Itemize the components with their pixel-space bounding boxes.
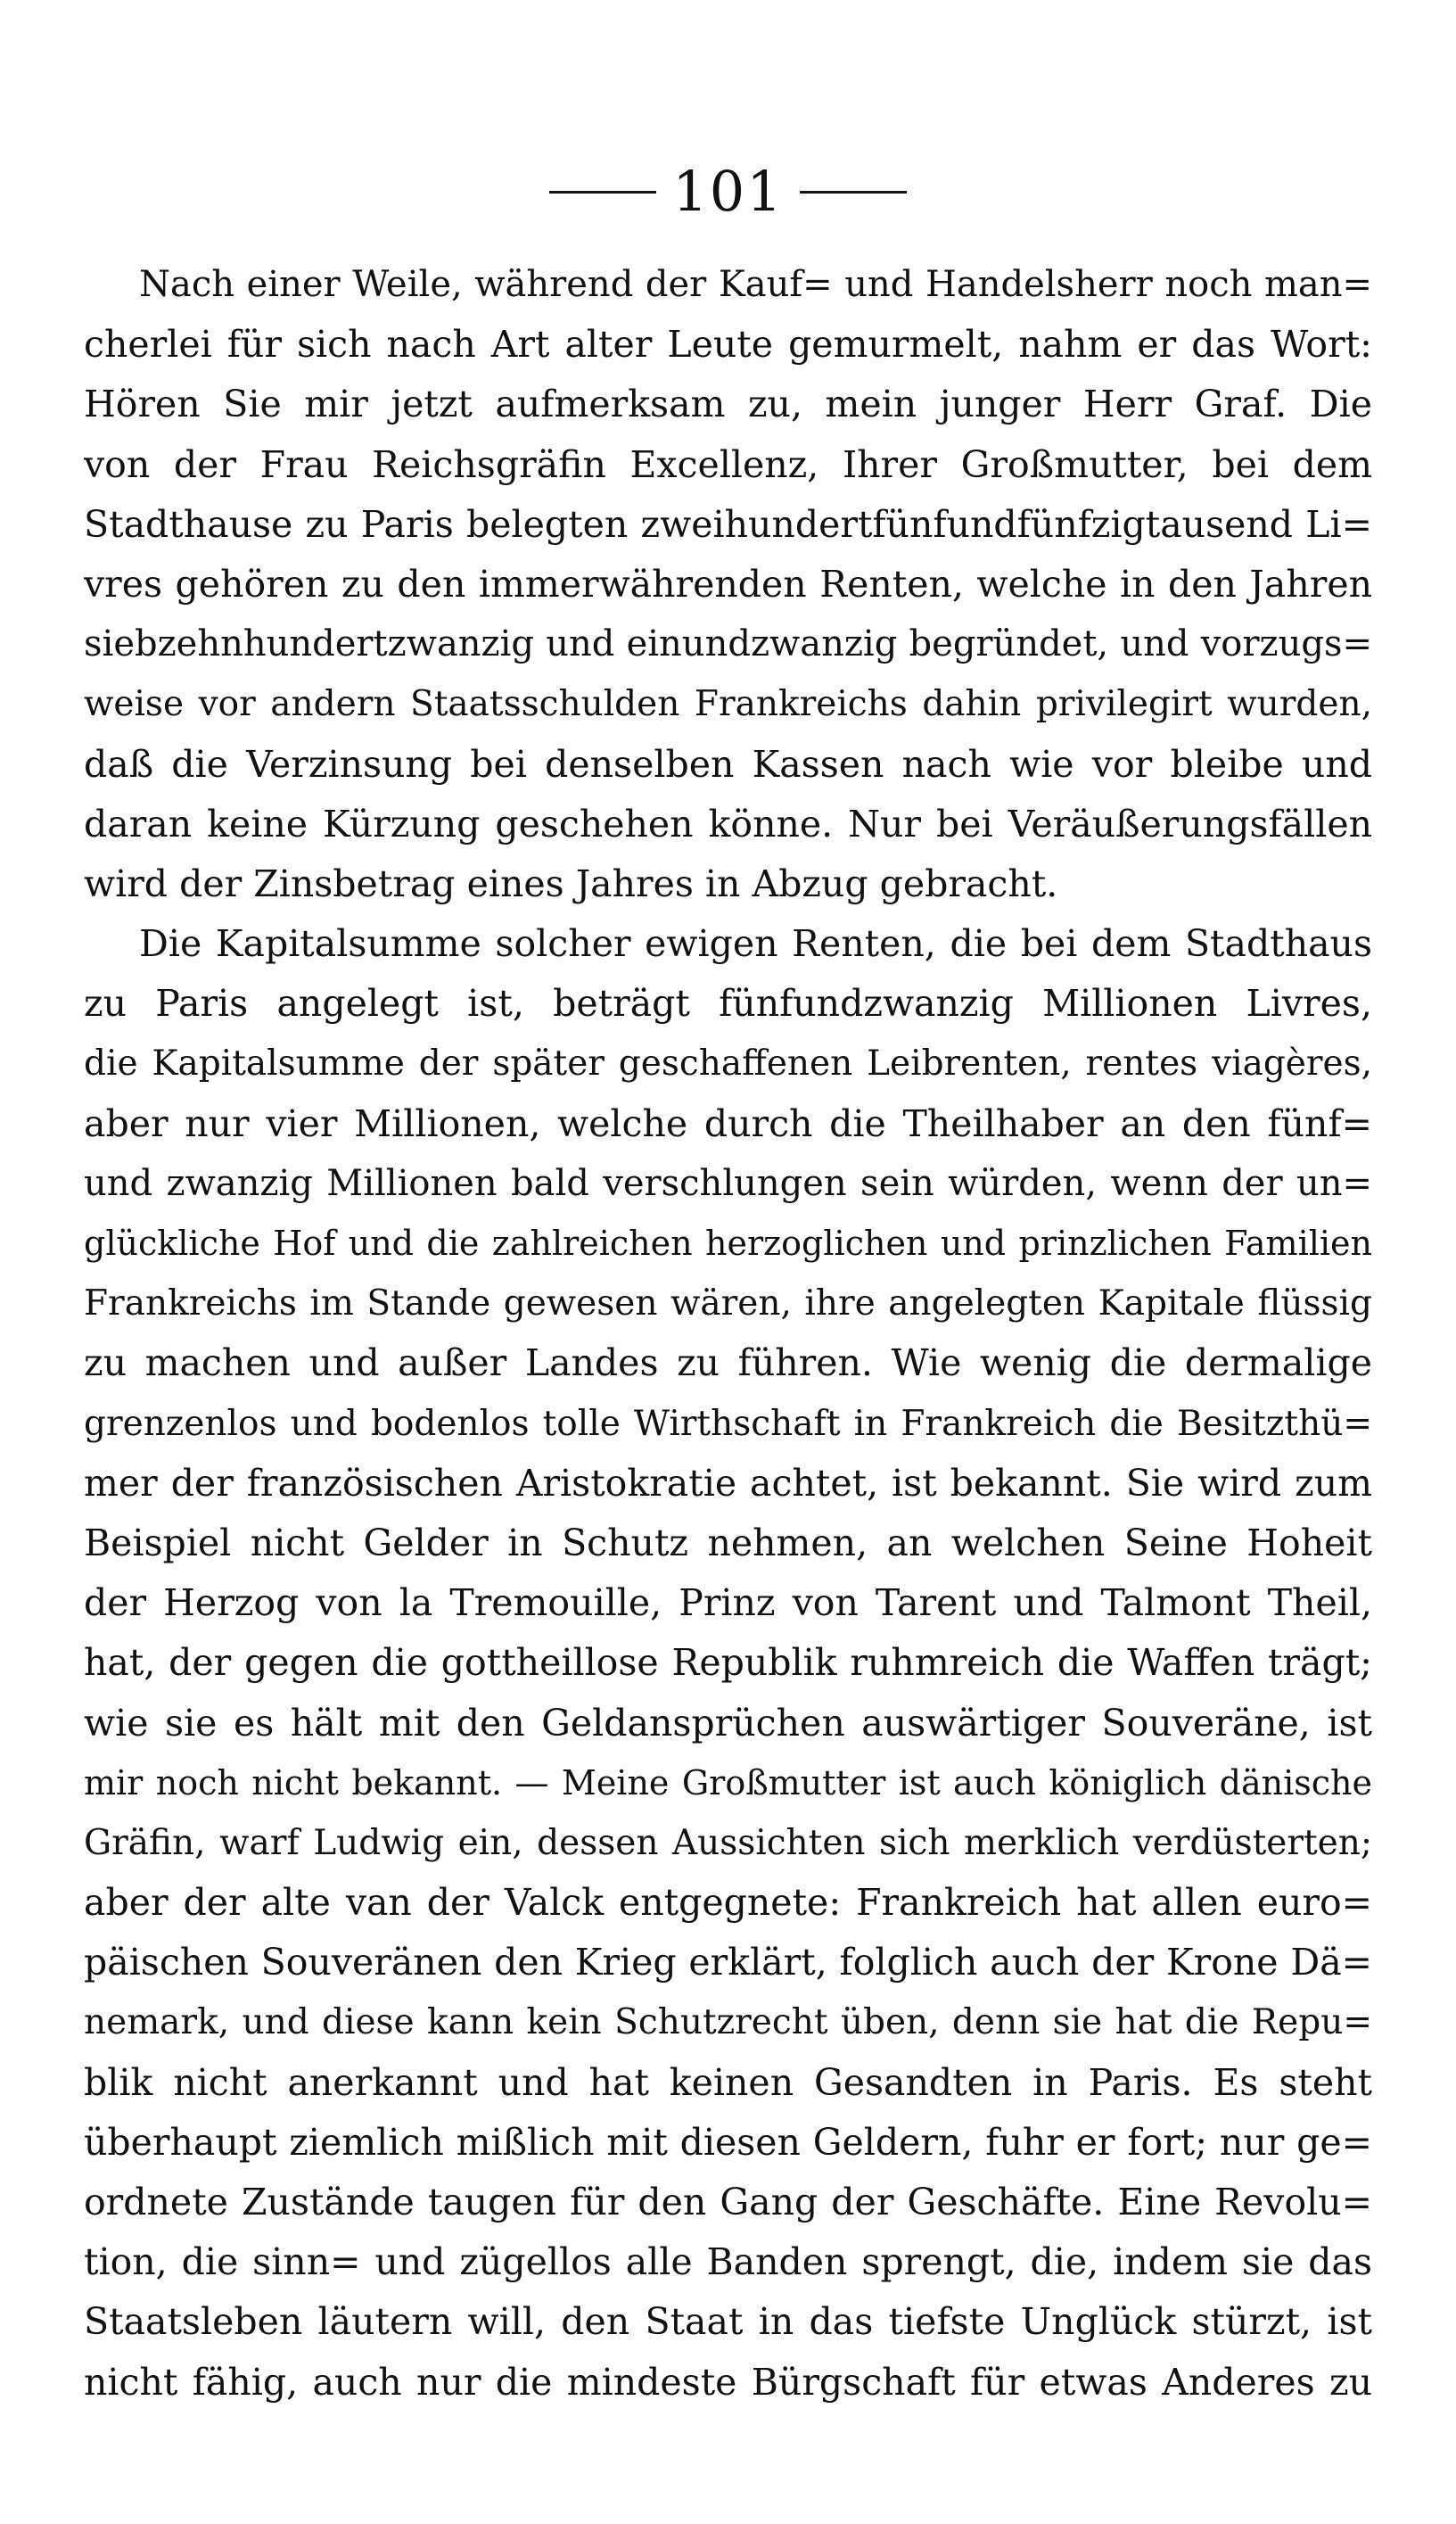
text-line: zu Paris angelegt ist, beträgt fünfundzwanzig Millionen Livres, bbox=[84, 982, 1372, 1026]
text-line: vres gehören zu den immerwährenden Renten, welche in den Jahren bbox=[84, 562, 1372, 606]
text-line: Nach einer Weile, während der Kauf= und Handelsherr noch man= bbox=[139, 264, 1372, 305]
text-line: Staatsleben läutern will, den Staat in das tiefste Unglück stürzt, ist bbox=[84, 2300, 1372, 2344]
text-line: überhaupt ziemlich mißlich mit diesen Geldern, fuhr er fort; nur ge= bbox=[84, 2120, 1372, 2164]
right-rule bbox=[800, 191, 907, 194]
text-line: die Kapitalsumme der später geschaffenen Leibrenten, rentes viagères, bbox=[84, 1043, 1372, 1085]
text-line: tion, die sinn= und zügellos alle Banden sprengt, die, indem sie das bbox=[84, 2240, 1372, 2284]
text-line: cherlei für sich nach Art alter Leute gemurmelt, nahm er das Wort: bbox=[84, 323, 1372, 367]
page-number: 101 bbox=[672, 159, 784, 224]
text-line: ordnete Zustände taugen für den Gang der Geschäfte. Eine Revolu= bbox=[84, 2181, 1372, 2223]
text-line: nemark, und diese kann kein Schutzrecht üben, denn sie hat die Repu= bbox=[84, 2002, 1372, 2043]
text-line: und zwanzig Millionen bald verschlungen sein würden, wenn der un= bbox=[84, 1162, 1372, 1204]
text-line: wird der Zinsbetrag eines Jahres in Abzug gebracht. bbox=[84, 862, 1058, 905]
text-line: grenzenlos und bodenlos tolle Wirthschaft in Frankreich die Besitzthü= bbox=[84, 1403, 1372, 1444]
text-line: hat, der gegen die gottheillose Republik ruhmreich die Waffen trägt; bbox=[84, 1641, 1372, 1685]
left-rule bbox=[549, 191, 656, 194]
text-line: päischen Souveränen den Krieg erklärt, folglich auch der Krone Dä= bbox=[84, 1941, 1372, 1984]
text-line: blik nicht anerkannt und hat keinen Gesandten in Paris. Es steht bbox=[84, 2060, 1372, 2104]
text-line: daß die Verzinsung bei denselben Kassen nach wie vor bleibe und bbox=[84, 742, 1372, 786]
text-line: weise vor andern Staatsschulden Frankreichs dahin privilegirt wurden, bbox=[84, 684, 1372, 725]
text-line: aber nur vier Millionen, welche durch die Theilhaber an den fünf= bbox=[84, 1101, 1372, 1145]
text-line: aber der alte van der Valck entgegnete: Frankreich hat allen euro= bbox=[84, 1881, 1372, 1925]
page-header bbox=[0, 156, 1456, 227]
text-line: Gräfin, warf Ludwig ein, dessen Aussichten sich merklich verdüsterten; bbox=[84, 1822, 1372, 1863]
text-line: Die Kapitalsumme solcher ewigen Renten, die bei dem Stadthaus bbox=[139, 922, 1372, 966]
text-line: nicht fähig, auch nur die mindeste Bürgschaft für etwas Anderes zu bbox=[84, 2360, 1372, 2404]
body-text bbox=[84, 255, 1372, 2413]
text-line: glückliche Hof und die zahlreichen herzoglichen und prinzlichen Familien bbox=[84, 1224, 1372, 1263]
text-line: wie sie es hält mit den Geldansprüchen auswärtiger Souveräne, ist bbox=[84, 1701, 1372, 1745]
text-line: siebzehnhundertzwanzig und einundzwanzig begründet, und vorzugs= bbox=[84, 623, 1372, 665]
text-line: Hören Sie mir jetzt aufmerksam zu, mein junger Herr Graf. Die bbox=[84, 383, 1372, 426]
text-line: Stadthause zu Paris belegten zweihundertfünfundfünfzigtausend Li= bbox=[84, 502, 1372, 546]
text-line: Beispiel nicht Gelder in Schutz nehmen, an welchen Seine Hoheit bbox=[84, 1521, 1372, 1564]
text-line: von der Frau Reichsgräfin Excellenz, Ihrer Großmutter, bei dem bbox=[84, 442, 1372, 486]
text-line: mir noch nicht bekannt. — Meine Großmutter ist auch königlich dänische bbox=[84, 1762, 1372, 1802]
text-line: Frankreichs im Stande gewesen wären, ihre angelegten Kapitale flüssig bbox=[84, 1283, 1372, 1324]
text-line: daran keine Kürzung geschehen könne. Nur bei Veräußerungsfällen bbox=[84, 802, 1372, 845]
text-line: zu machen und außer Landes zu führen. Wie wenig die dermalige bbox=[84, 1341, 1372, 1385]
text-line: der Herzog von la Tremouille, Prinz von Tarent und Talmont Theil, bbox=[84, 1581, 1372, 1625]
text-line: mer der französischen Aristokratie achtet, ist bekannt. Sie wird zum bbox=[84, 1461, 1372, 1505]
